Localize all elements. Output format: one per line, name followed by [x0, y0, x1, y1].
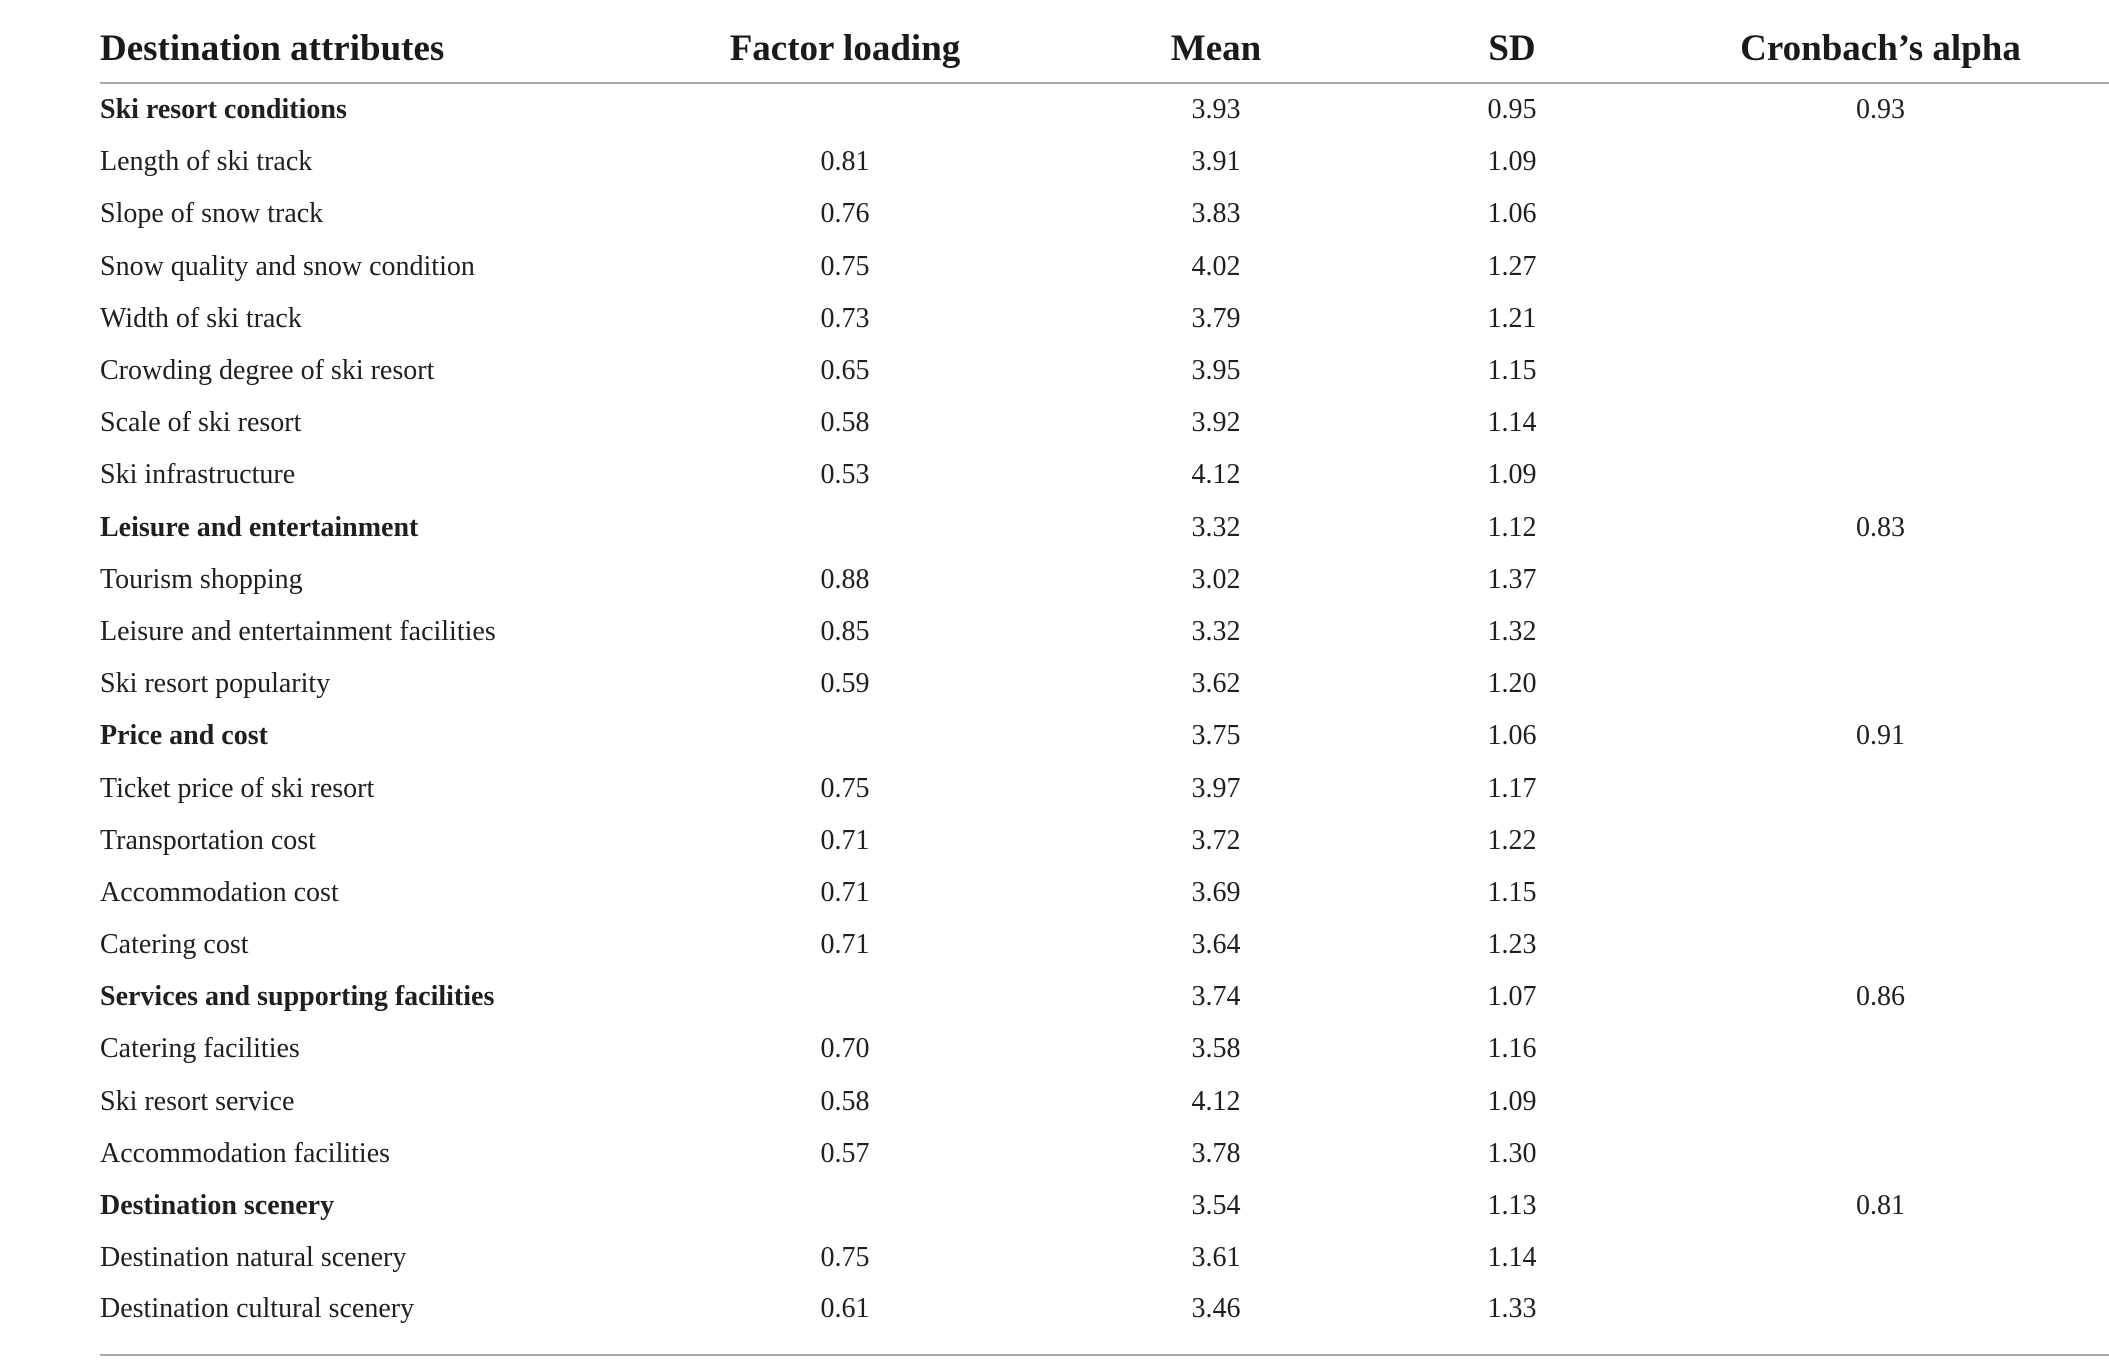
mean-cell: 3.69 [1191, 876, 1241, 908]
mean-cell: 4.12 [1191, 459, 1241, 491]
factor-loading-cell: 0.73 [820, 302, 870, 334]
sd-cell: 1.17 [1487, 772, 1537, 804]
mean-cell: 4.12 [1191, 1085, 1241, 1117]
attribute-cell: Leisure and entertainment facilities [100, 615, 496, 647]
alpha-cell [1652, 867, 2109, 919]
attribute-cell: Snow quality and snow condition [100, 250, 475, 282]
mean-cell: 3.02 [1191, 563, 1241, 595]
table-row [100, 815, 2109, 867]
table-row [100, 345, 2109, 397]
mean-cell: 3.61 [1191, 1242, 1241, 1274]
attribute-cell: Transportation cost [100, 824, 316, 856]
sd-cell: 1.14 [1487, 1242, 1537, 1274]
attribute-cell: Ski resort service [100, 1085, 295, 1117]
mean-cell: 3.83 [1191, 198, 1241, 230]
sd-cell: 1.33 [1372, 1284, 1652, 1355]
attribute-cell: Slope of snow track [100, 198, 324, 230]
attribute-cell: Width of ski track [100, 302, 302, 334]
table-row [100, 1076, 2109, 1128]
alpha-cell [1652, 919, 2109, 971]
group-row [100, 971, 2109, 1023]
header-destination-attributes: Destination attributes [100, 14, 630, 83]
sd-cell: 1.15 [1487, 355, 1537, 387]
attribute-cell: Crowding degree of ski resort [100, 355, 435, 387]
header-factor-loading: Factor loading [630, 14, 1060, 83]
sd-cell: 1.06 [1487, 198, 1537, 230]
alpha-cell [1652, 1128, 2109, 1180]
mean-cell: 3.95 [1191, 355, 1241, 387]
factor-loading-cell [630, 710, 1060, 762]
attribute-cell: Catering cost [100, 929, 249, 961]
table-body [100, 83, 2109, 1355]
factor-loading-cell: 0.75 [820, 772, 870, 804]
mean-cell: 3.92 [1191, 407, 1241, 439]
alpha-cell [1652, 241, 2109, 293]
alpha-cell [1652, 136, 2109, 188]
group-label-cell: Ski resort conditions [100, 94, 347, 126]
table-row [100, 762, 2109, 814]
sd-cell: 1.27 [1487, 250, 1537, 282]
table-row [100, 1284, 2109, 1355]
group-row [100, 502, 2109, 554]
table-row [100, 658, 2109, 710]
table-row [100, 554, 2109, 606]
sd-cell: 1.07 [1487, 981, 1537, 1013]
factor-loading-cell: 0.70 [820, 1033, 870, 1065]
factor-loading-cell: 0.65 [820, 355, 870, 387]
factor-loading-cell: 0.71 [820, 876, 870, 908]
sd-cell: 1.09 [1487, 1085, 1537, 1117]
factor-loading-cell: 0.76 [820, 198, 870, 230]
table-row [100, 397, 2109, 449]
sd-cell: 1.32 [1487, 615, 1537, 647]
mean-cell: 3.75 [1191, 720, 1241, 752]
factor-loading-cell: 0.71 [820, 824, 870, 856]
alpha-cell [1652, 815, 2109, 867]
mean-cell: 3.62 [1191, 668, 1241, 700]
sd-cell: 1.30 [1487, 1137, 1537, 1169]
factor-loading-cell [630, 971, 1060, 1023]
alpha-cell [1652, 762, 2109, 814]
alpha-cell [1652, 397, 2109, 449]
alpha-cell: 0.81 [1856, 1190, 1905, 1222]
alpha-cell [1652, 188, 2109, 240]
factor-loading-cell: 0.81 [820, 146, 870, 178]
alpha-cell [1652, 1023, 2109, 1075]
alpha-cell: 0.86 [1856, 981, 1905, 1013]
attribute-cell: Ski resort popularity [100, 668, 331, 700]
header-row [100, 14, 2109, 83]
attribute-cell: Tourism shopping [100, 563, 303, 595]
attribute-cell: Accommodation facilities [100, 1137, 391, 1169]
factor-loading-cell: 0.75 [820, 250, 870, 282]
sd-cell: 1.12 [1487, 511, 1537, 543]
table-header [100, 14, 2109, 83]
group-label-cell: Services and supporting facilities [100, 981, 495, 1013]
factor-loading-cell [630, 83, 1060, 136]
mean-cell: 3.97 [1191, 772, 1241, 804]
mean-cell: 3.32 [1191, 615, 1241, 647]
table-row [100, 449, 2109, 501]
alpha-cell [1652, 293, 2109, 345]
alpha-cell [1652, 1284, 2109, 1355]
alpha-cell [1652, 1076, 2109, 1128]
group-row [100, 1180, 2109, 1232]
group-label-cell: Price and cost [100, 720, 268, 752]
factor-loading-cell [630, 502, 1060, 554]
table-row [100, 867, 2109, 919]
mean-cell: 3.72 [1191, 824, 1241, 856]
factor-loading-cell: 0.85 [820, 615, 870, 647]
mean-cell: 3.64 [1191, 929, 1241, 961]
attribute-cell: Destination natural scenery [100, 1242, 407, 1274]
group-row [100, 83, 2109, 136]
factor-loading-cell: 0.59 [820, 668, 870, 700]
alpha-cell [1652, 658, 2109, 710]
mean-cell: 4.02 [1191, 250, 1241, 282]
table-row [100, 919, 2109, 971]
mean-cell: 3.91 [1191, 146, 1241, 178]
attribute-cell: Accommodation cost [100, 876, 339, 908]
mean-cell: 3.93 [1191, 94, 1241, 126]
attribute-cell: Length of ski track [100, 146, 313, 178]
header-cronbachs-alpha: Cronbach’s alpha [1652, 14, 2109, 83]
table-row [100, 188, 2109, 240]
factor-loading-cell: 0.71 [820, 929, 870, 961]
sd-cell: 1.37 [1487, 563, 1537, 595]
alpha-cell [1652, 554, 2109, 606]
attribute-cell: Scale of ski resort [100, 407, 302, 439]
mean-cell: 3.78 [1191, 1137, 1241, 1169]
group-row [100, 710, 2109, 762]
sd-cell: 1.13 [1487, 1190, 1537, 1222]
table-row [100, 1023, 2109, 1075]
sd-cell: 1.22 [1487, 824, 1537, 856]
alpha-cell: 0.91 [1856, 720, 1905, 752]
header-mean: Mean [1060, 14, 1372, 83]
factor-analysis-table [100, 14, 2109, 1356]
table-row [100, 1128, 2109, 1180]
attribute-cell: Catering facilities [100, 1033, 300, 1065]
table-row [100, 241, 2109, 293]
sd-cell: 1.21 [1487, 302, 1537, 334]
alpha-cell [1652, 345, 2109, 397]
table-row [100, 1232, 2109, 1284]
sd-cell: 1.06 [1487, 720, 1537, 752]
sd-cell: 1.09 [1487, 459, 1537, 491]
table-row [100, 293, 2109, 345]
factor-loading-cell: 0.88 [820, 563, 870, 595]
sd-cell: 1.09 [1487, 146, 1537, 178]
factor-loading-cell: 0.61 [630, 1284, 1060, 1355]
table-row [100, 606, 2109, 658]
sd-cell: 1.20 [1487, 668, 1537, 700]
alpha-cell [1652, 1232, 2109, 1284]
mean-cell: 3.46 [1060, 1284, 1372, 1355]
group-label-cell: Destination scenery [100, 1190, 335, 1222]
mean-cell: 3.54 [1191, 1190, 1241, 1222]
factor-loading-cell [630, 1180, 1060, 1232]
alpha-cell [1652, 449, 2109, 501]
factor-analysis-table-container [100, 14, 2109, 1356]
alpha-cell: 0.93 [1856, 94, 1905, 126]
table-row [100, 136, 2109, 188]
factor-loading-cell: 0.57 [820, 1137, 870, 1169]
sd-cell: 1.16 [1487, 1033, 1537, 1065]
alpha-cell [1652, 606, 2109, 658]
sd-cell: 1.15 [1487, 876, 1537, 908]
mean-cell: 3.32 [1191, 511, 1241, 543]
factor-loading-cell: 0.58 [820, 1085, 870, 1117]
sd-cell: 1.23 [1487, 929, 1537, 961]
attribute-cell: Ski infrastructure [100, 459, 296, 491]
alpha-cell: 0.83 [1856, 511, 1905, 543]
factor-loading-cell: 0.75 [820, 1242, 870, 1274]
mean-cell: 3.79 [1191, 302, 1241, 334]
sd-cell: 1.14 [1487, 407, 1537, 439]
attribute-cell: Ticket price of ski resort [100, 772, 375, 804]
mean-cell: 3.74 [1191, 981, 1241, 1013]
group-label-cell: Leisure and entertainment [100, 511, 419, 543]
header-sd: SD [1372, 14, 1652, 83]
attribute-cell: Destination cultural scenery [100, 1284, 630, 1355]
factor-loading-cell: 0.53 [820, 459, 870, 491]
mean-cell: 3.58 [1191, 1033, 1241, 1065]
factor-loading-cell: 0.58 [820, 407, 870, 439]
sd-cell: 0.95 [1487, 94, 1537, 126]
